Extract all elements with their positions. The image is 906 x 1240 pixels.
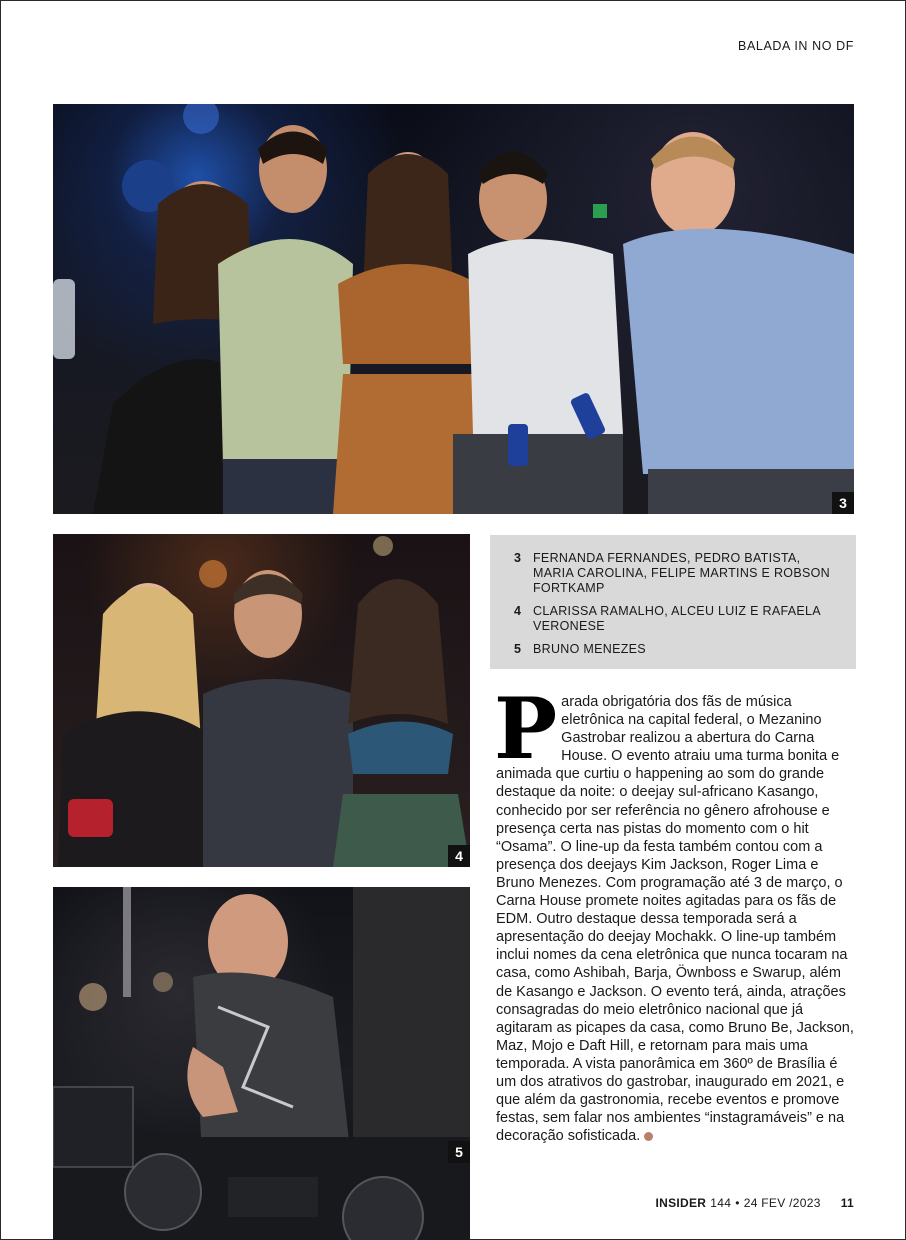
photo-number-3: 3 xyxy=(832,492,854,514)
page-footer xyxy=(656,1196,855,1210)
page-number: 11 xyxy=(840,1196,854,1210)
photo-3-scene xyxy=(53,104,854,514)
caption-text: CLARISSA RAMALHO, ALCEU LUIZ E RAFAELA VERONESE xyxy=(533,604,821,633)
caption-number: 5 xyxy=(514,642,522,656)
photo-5-scene xyxy=(53,887,470,1240)
photo-group-five-people xyxy=(53,104,854,514)
section-label: BALADA IN NO DF xyxy=(738,39,854,53)
photo-group-three-people xyxy=(53,534,470,867)
caption-text: BRUNO MENEZES xyxy=(533,642,646,656)
footer-separator: • xyxy=(735,1196,740,1210)
photo-number-4: 4 xyxy=(448,845,470,867)
end-mark-icon xyxy=(644,1132,653,1141)
article-body xyxy=(494,679,858,1145)
caption-5 xyxy=(514,642,838,657)
photo-4-scene xyxy=(53,534,470,867)
caption-3 xyxy=(514,551,838,596)
drop-cap: P xyxy=(494,679,558,778)
photo-captions xyxy=(490,535,856,669)
footer-brand: INSIDER xyxy=(655,1196,707,1210)
footer-date: 24 FEV /2023 xyxy=(743,1196,821,1210)
caption-4 xyxy=(514,604,838,634)
footer-issue: 144 xyxy=(710,1196,732,1210)
article-text: arada obrigatória dos fãs de música eletrônica na capital federal, o Mezanino Gastrobar realizou a abertura do Carna House. O evento atraiu uma turma bonita e animada que curtiu o happening ao som do grande destaque da noite: o deejay sul-africano Kasango, conhecido por ser referência no gênero afrohouse e presença certa nas pistas do momento com o hit “Osama”. O line-up da festa também contou com a presença dos deejays Kim Jackson, Roger Lima e Bruno Menezes. Com programação até 3 de março, o Carna House promete noites agitadas para os fãs de EDM. Outro destaque dessa temporada será a apresentação do deejay Mochakk. O line-up também inclui nomes da cena eletrônica que nunca tocaram na casa, como Ashibah, Barja, Öwnboss e Swarup, além de Kasango e Jackson. O evento terá, ainda, atrações consagradas do meio eletrônico nacional que já agitaram as picapes da casa, como Bruno Be, Jackson, Maz, Mojo e Daft Hill, e retornam para mais uma temporada. A vista panorâmica em 360º de Brasília é um dos atrativos do gastrobar, inaugurado em 2021, e que além da gastronomia, recebe eventos e promove festas, sem falar nos ambientes “instagramáveis” e na decoração sofisticada. xyxy=(496,694,854,1145)
photo-dj xyxy=(53,887,470,1240)
caption-number: 4 xyxy=(514,604,522,618)
photo-number-5: 5 xyxy=(448,1141,470,1163)
caption-text: FERNANDA FERNANDES, PEDRO BATISTA, MARIA CAROLINA, FELIPE MARTINS E ROBSON FORTKAMP xyxy=(533,551,830,595)
caption-number: 3 xyxy=(514,551,522,565)
